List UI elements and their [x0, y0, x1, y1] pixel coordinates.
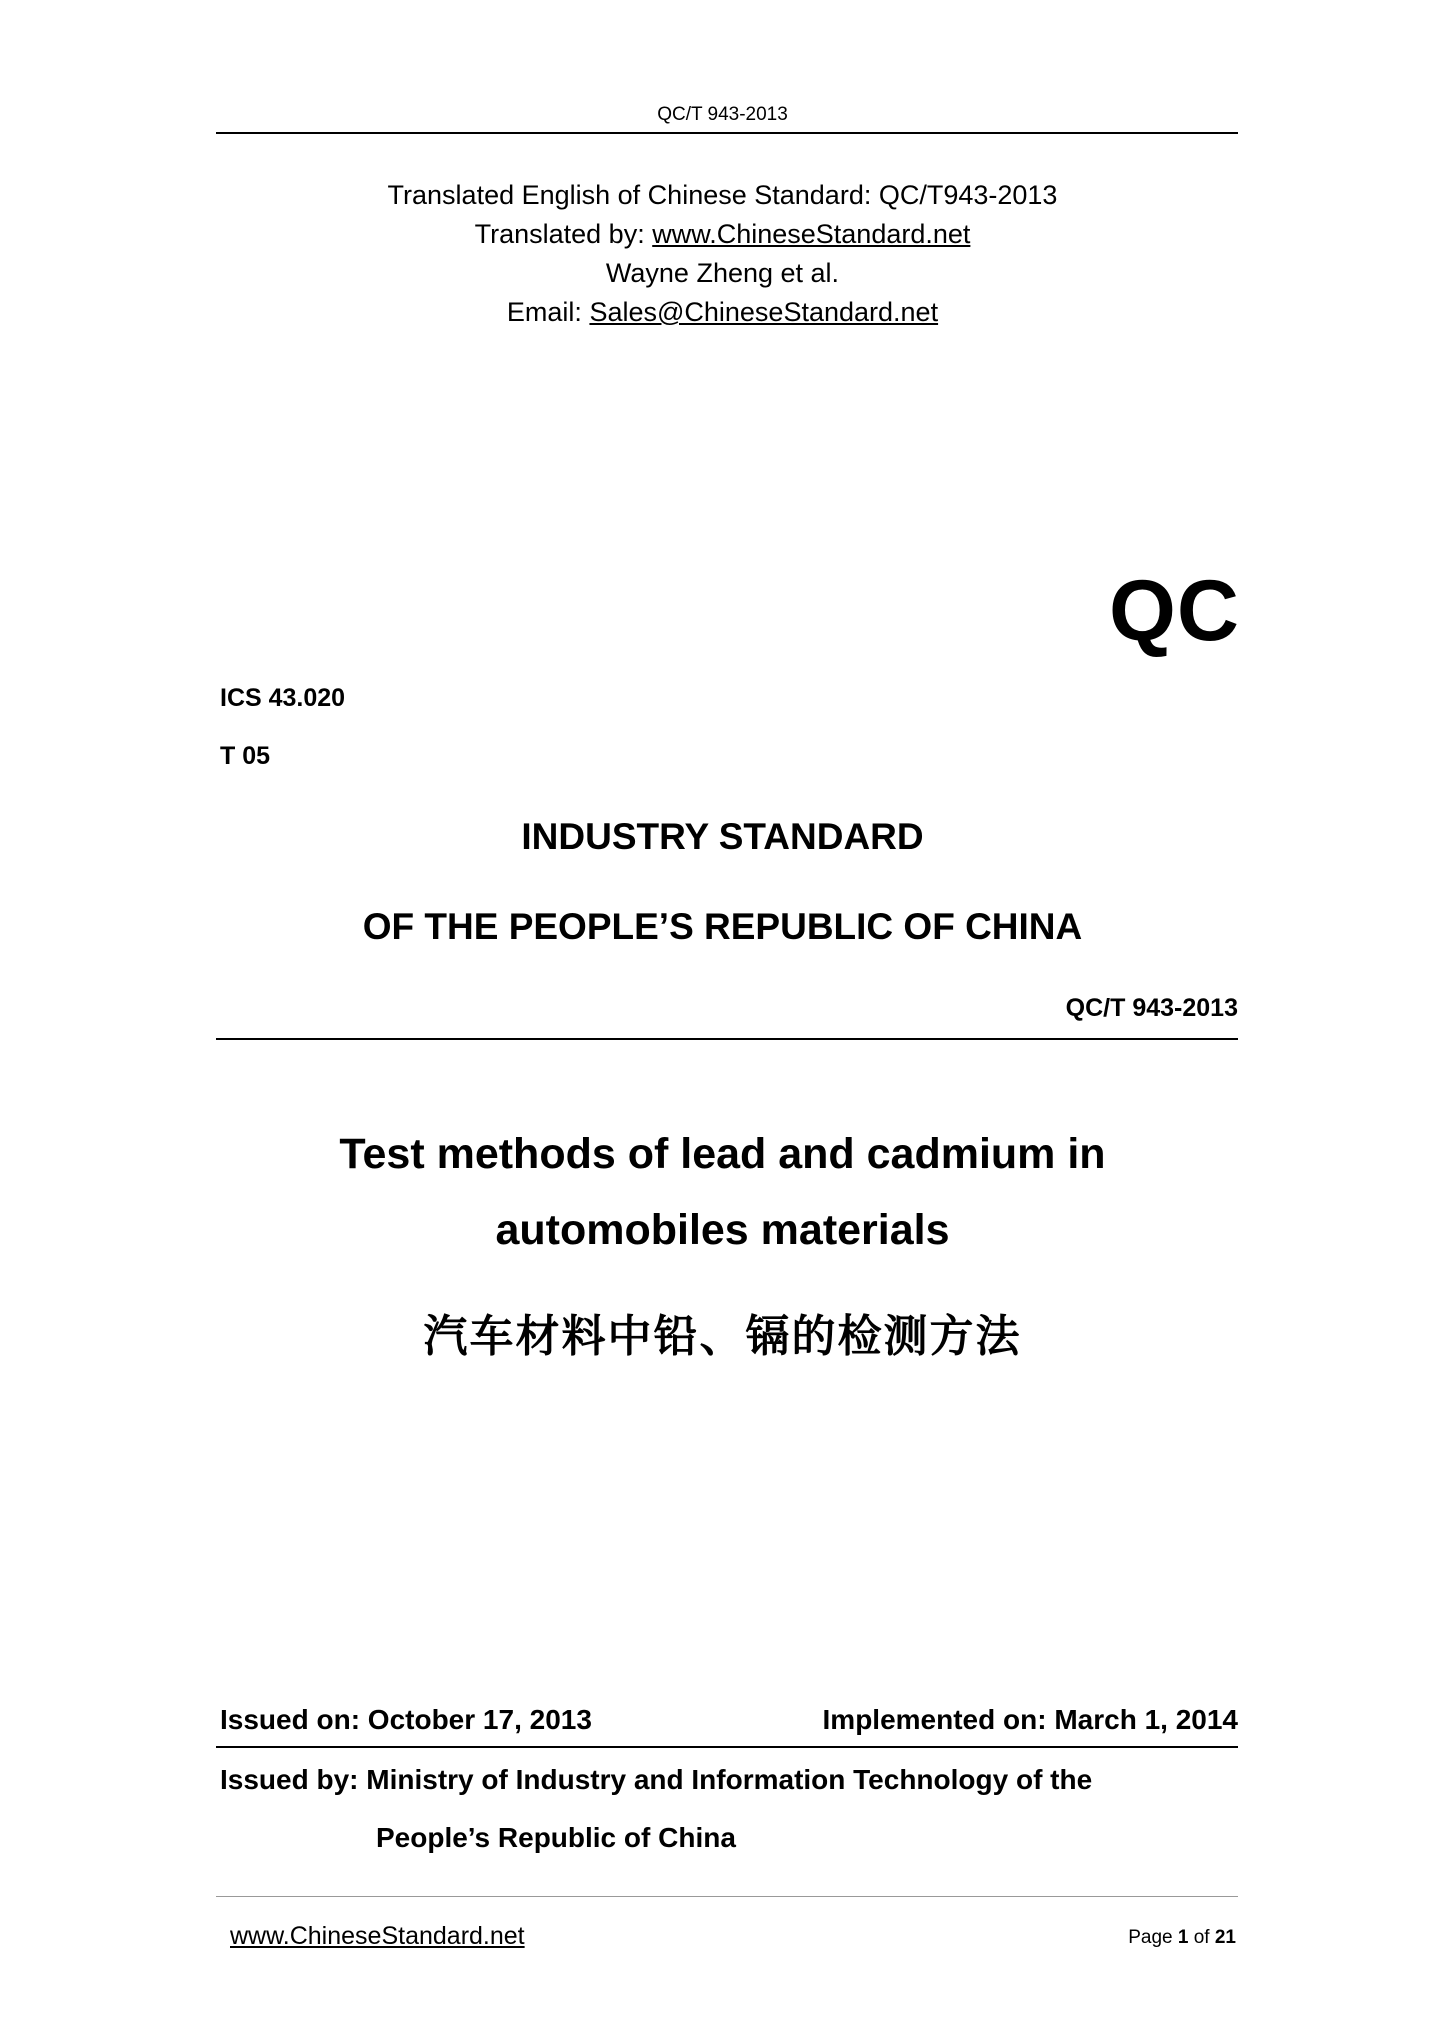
email-line [0, 293, 1445, 332]
translated-by-label: Translated by: [474, 219, 653, 249]
page-of-label: of [1188, 1927, 1215, 1948]
email-link[interactable]: Sales@ChineseStandard.net [589, 297, 939, 327]
running-header: QC/T 943-2013 [657, 104, 788, 125]
translation-source-line: Translated English of Chinese Standard: QC/T943-2013 [387, 180, 1058, 210]
issued-by: Issued by: Ministry of Industry and Information Technology of the [220, 1764, 1093, 1795]
page-number [1000, 1927, 1236, 1949]
document-title-cn: 汽车材料中铅、镉的检测方法 [423, 1311, 1022, 1362]
issued-on-date: Issued on: October 17, 2013 [220, 1704, 592, 1735]
qc-mark: QC [1109, 563, 1240, 659]
footer-rule [216, 1896, 1238, 1897]
implemented-on-date: Implemented on: March 1, 2014 [822, 1704, 1238, 1735]
ics-code: ICS 43.020 [220, 684, 346, 712]
document-title-en-line1: Test methods of lead and cadmium in [339, 1130, 1106, 1178]
footer-site-link[interactable]: www.ChineseStandard.net [230, 1922, 525, 1950]
translator-site-link[interactable]: www.ChineseStandard.net [652, 219, 971, 249]
translator-name: Wayne Zheng et al. [605, 258, 840, 288]
page-current: 1 [1177, 1927, 1189, 1948]
standard-number: QC/T 943-2013 [1065, 994, 1238, 1022]
page-label: Page [1128, 1927, 1178, 1948]
standard-title-line2: OF THE PEOPLE’S REPUBLIC OF CHINA [362, 906, 1083, 947]
issue-rule [216, 1746, 1238, 1748]
issued-by-continuation: People’s Republic of China [376, 1822, 736, 1853]
standard-number-rule [216, 1038, 1238, 1040]
page-total: 21 [1214, 1927, 1236, 1948]
document-title-en-line2: automobiles materials [495, 1206, 950, 1254]
classification-code: T 05 [220, 742, 271, 770]
email-label: Email: [506, 297, 590, 327]
header-rule [216, 132, 1238, 134]
standard-title-line1: INDUSTRY STANDARD [521, 816, 924, 857]
translated-by-line [0, 215, 1445, 254]
